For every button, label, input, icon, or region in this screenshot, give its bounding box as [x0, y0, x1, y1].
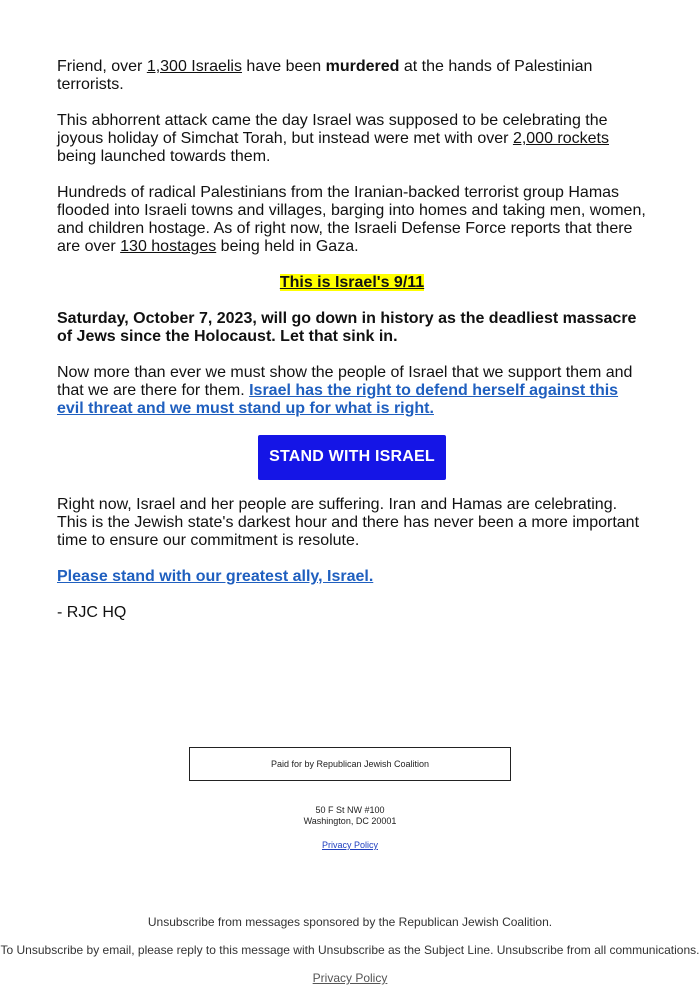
unsubscribe-sponsored[interactable]: Unsubscribe from messages sponsored by the Republican Jewish Coalition.: [147, 915, 553, 929]
highlight-line: [57, 274, 647, 292]
mailing-address: [0, 805, 700, 827]
privacy-policy-bottom-link[interactable]: Privacy Policy: [312, 971, 388, 985]
paragraph-simchat-torah: This abhorrent attack came the day Israel was supposed to be celebrating the joyous holiday of Simchat Torah, but instead were met with over 2,000 rockets being launched towards them.: [57, 112, 609, 165]
paragraph-ally: [57, 568, 647, 586]
underlined-hostages: 130 hostages: [120, 238, 217, 255]
paid-for-box: Paid for by Republican Jewish Coalition: [189, 747, 511, 781]
address-line-1: 50 F St NW #100: [315, 805, 385, 815]
signoff: - RJC HQ: [57, 604, 127, 621]
privacy-policy-link[interactable]: Privacy Policy: [321, 840, 378, 850]
underlined-rockets: 2,000 rockets: [512, 130, 609, 147]
privacy-policy-bottom: [0, 971, 700, 985]
paragraph-hostages: Hundreds of radical Palestinians from the Iranian-backed terrorist group Hamas flooded into Israeli towns and villages, barging into homes and taking men, women, and children hostage. As of right now, the Israeli Defense Force reports that there are over 130 hostages being held in Gaza.: [57, 184, 646, 255]
stand-with-israel-button[interactable]: STAND WITH ISRAEL: [258, 435, 446, 480]
privacy-policy-small: [0, 840, 700, 851]
cta-container: [57, 435, 647, 480]
greatest-ally-link[interactable]: Please stand with our greatest ally, Israel.: [57, 568, 374, 585]
underlined-count: 1,300 Israelis: [146, 58, 242, 75]
paragraph-suffering: Right now, Israel and her people are suffering. Iran and Hamas are celebrating. This is the Jewish state's darkest hour and there has never been a more important time to ensure our commitment is resolute.: [57, 496, 640, 549]
defend-herself-link[interactable]: Israel has the right to defend herself against this evil threat and we must stand up for what is right.: [57, 382, 619, 417]
unsubscribe-by-email: To Unsubscribe by email, please reply to this message with Unsubscribe as the Subject Line. Unsubscribe from all communications.: [0, 943, 700, 957]
paragraph-murdered: Friend, over 1,300 Israelis have been murdered at the hands of Palestinian terrorists.: [57, 58, 593, 93]
bold-headline: Saturday, October 7, 2023, will go down in history as the deadliest massacre of Jews since the Holocaust. Let that sink in.: [57, 310, 637, 345]
highlighted-text: This is Israel's 9/11: [279, 274, 425, 291]
bold-word: murdered: [325, 58, 400, 75]
paragraph-support: Now more than ever we must show the people of Israel that we support them and that we are there for them. Israel has the right to defend herself against this evil threat and we must stand up for what is right.: [57, 364, 633, 417]
address-line-2: Washington, DC 20001: [303, 816, 397, 826]
email-body: [57, 58, 647, 640]
